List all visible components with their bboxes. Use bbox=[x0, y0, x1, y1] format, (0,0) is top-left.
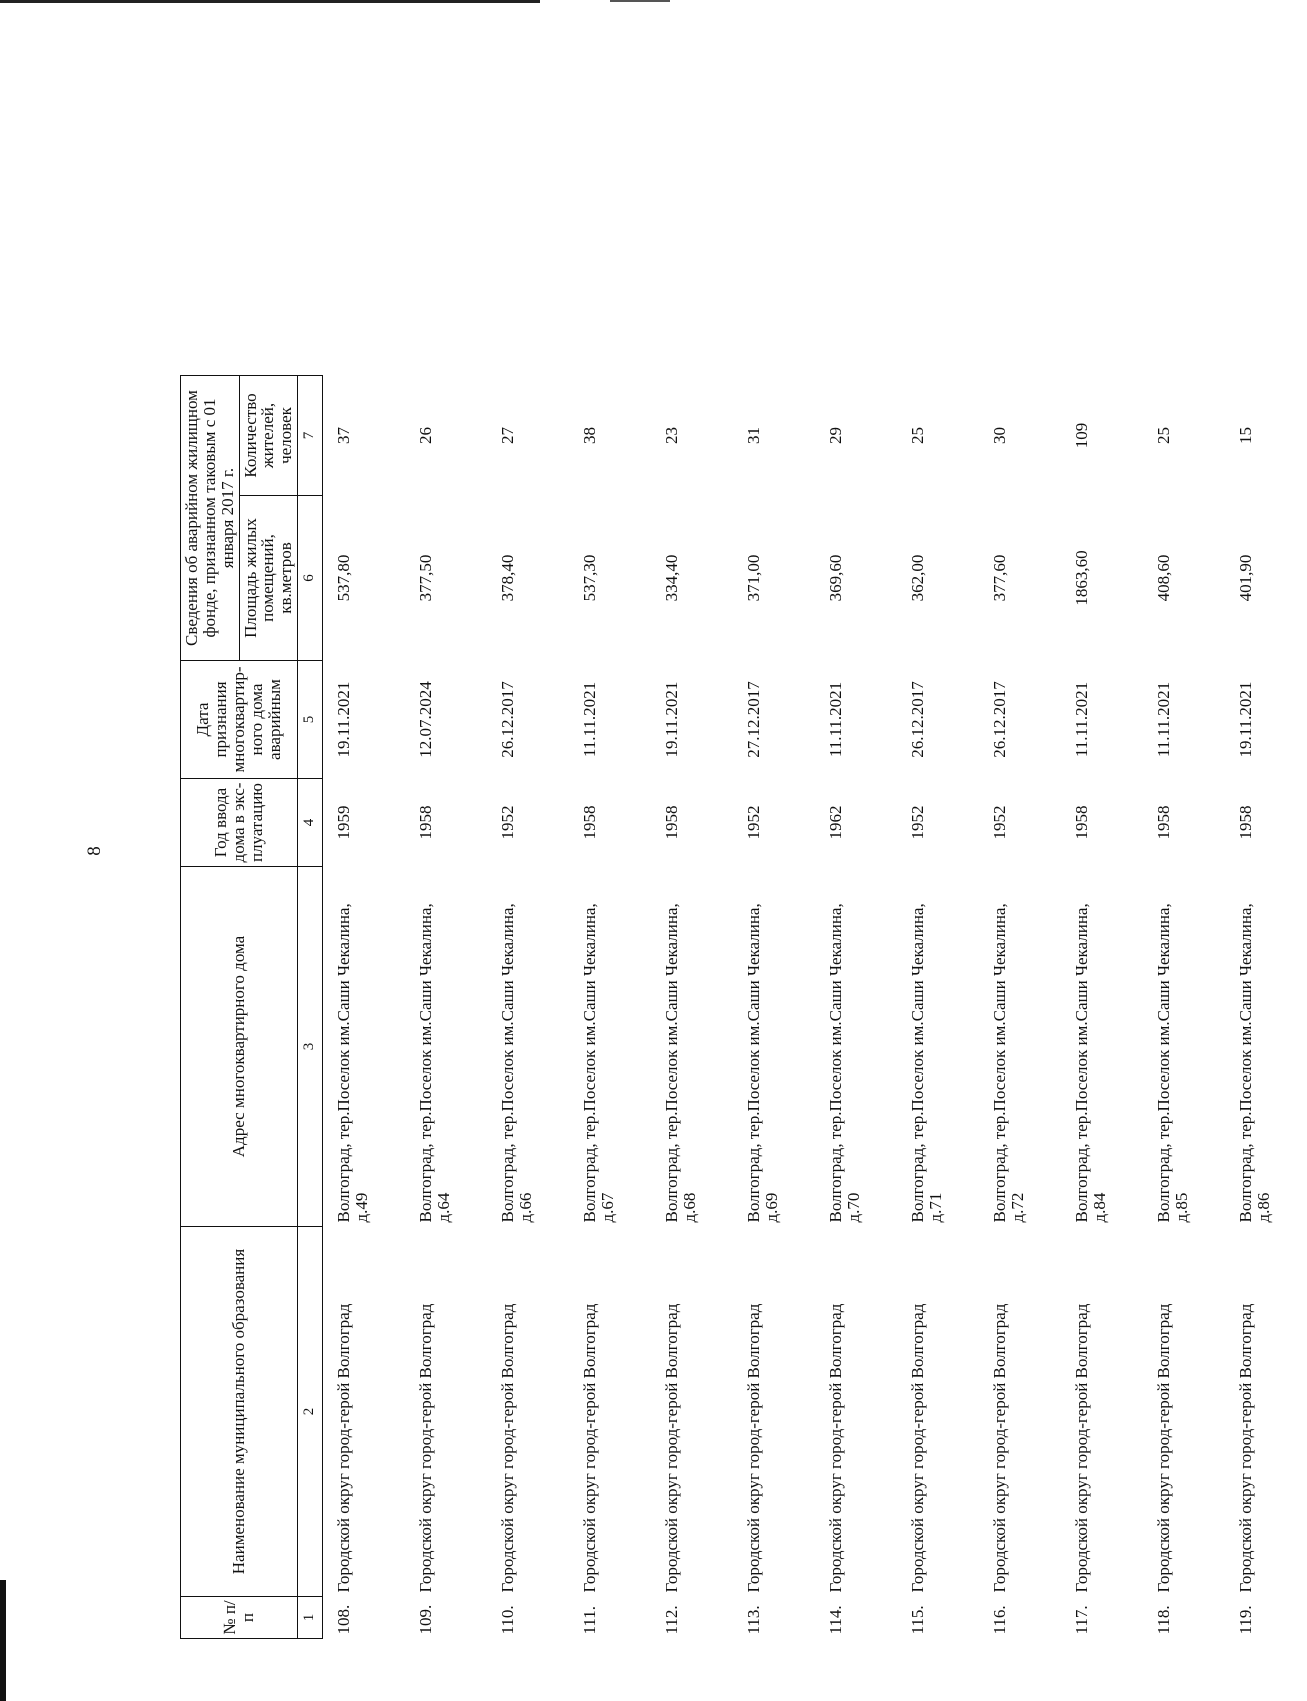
row-number: 109. bbox=[416, 1604, 436, 1635]
column-number: 4 bbox=[298, 779, 323, 867]
commission-year: 1958 bbox=[1236, 805, 1256, 840]
table-row bbox=[1225, 376, 1307, 1639]
commission-year: 1958 bbox=[580, 805, 600, 840]
living-area: 377,50 bbox=[416, 554, 436, 602]
living-area: 1863,60 bbox=[1072, 550, 1092, 606]
commission-year: 1959 bbox=[334, 805, 354, 840]
building-address: Волгоград, тер.Поселок им.Саши Чекалина, д.72 bbox=[990, 903, 1027, 1223]
living-area: 408,60 bbox=[1154, 554, 1174, 602]
row-number: 117. bbox=[1072, 1605, 1092, 1635]
residents-count: 31 bbox=[744, 427, 764, 444]
building-address: Волгоград, тер.Поселок им.Саши Чекалина, д.64 bbox=[416, 903, 453, 1223]
building-address: Волгоград, тер.Поселок им.Саши Чекалина, д.68 bbox=[662, 903, 699, 1223]
building-address: Волгоград, тер.Поселок им.Саши Чекалина, д.66 bbox=[498, 903, 535, 1223]
municipality-name: Городской округ город-герой Волгоград bbox=[744, 1303, 764, 1593]
emergency-date: 11.11.2021 bbox=[580, 681, 600, 758]
row-number: 112. bbox=[662, 1605, 682, 1635]
commission-year: 1958 bbox=[1072, 805, 1092, 840]
table-row bbox=[569, 376, 651, 1639]
emergency-date: 19.11.2021 bbox=[334, 681, 354, 758]
commission-year: 1952 bbox=[498, 805, 518, 840]
living-area: 334,40 bbox=[662, 554, 682, 602]
living-area: 537,30 bbox=[580, 554, 600, 602]
column-number: 1 bbox=[298, 1597, 323, 1639]
residents-count: 38 bbox=[580, 427, 600, 444]
emergency-date: 27.12.2017 bbox=[744, 681, 764, 758]
emergency-date: 11.11.2021 bbox=[826, 681, 846, 758]
commission-year: 1952 bbox=[744, 805, 764, 840]
living-area: 378,40 bbox=[498, 554, 518, 602]
emergency-date: 19.11.2021 bbox=[1236, 681, 1256, 758]
municipality-name: Городской округ город-герой Волгоград bbox=[1154, 1303, 1174, 1593]
column-number: 2 bbox=[298, 1227, 323, 1597]
commission-year: 1962 bbox=[826, 805, 846, 840]
table-row bbox=[1061, 376, 1143, 1639]
building-address: Волгоград, тер.Поселок им.Саши Чекалина, д.71 bbox=[908, 903, 945, 1223]
living-area: 401,90 bbox=[1236, 554, 1256, 602]
building-address: Волгоград, тер.Поселок им.Саши Чекалина, д.67 bbox=[580, 903, 617, 1223]
commission-year: 1952 bbox=[990, 805, 1010, 840]
residents-count: 109 bbox=[1072, 422, 1092, 449]
row-number: 114. bbox=[826, 1605, 846, 1635]
column-number: 3 bbox=[298, 867, 323, 1227]
table-row bbox=[651, 376, 733, 1639]
municipality-name: Городской округ город-герой Волгоград bbox=[1072, 1303, 1092, 1593]
residents-count: 29 bbox=[826, 427, 846, 444]
municipality-name: Городской округ город-герой Волгоград bbox=[990, 1303, 1010, 1593]
column-number: 5 bbox=[298, 661, 323, 779]
table-row bbox=[323, 376, 406, 1639]
header-name: Наименование муниципального образования bbox=[181, 1227, 298, 1597]
emergency-date: 12.07.2024 bbox=[416, 681, 436, 758]
municipality-name: Городской округ город-герой Волгоград bbox=[662, 1303, 682, 1593]
header-info: Сведения об аварийном жилищном фонде, признанном таковым с 01 января 2017 г. bbox=[181, 376, 240, 661]
row-number: 113. bbox=[744, 1605, 764, 1635]
table-row bbox=[733, 376, 815, 1639]
living-area: 369,60 bbox=[826, 554, 846, 602]
building-address: Волгоград, тер.Поселок им.Саши Чекалина, д.84 bbox=[1072, 903, 1109, 1223]
municipality-name: Городской округ город-герой Волгоград bbox=[580, 1303, 600, 1593]
residents-count: 27 bbox=[498, 427, 518, 444]
municipality-name: Городской округ город-герой Волгоград bbox=[498, 1303, 518, 1593]
table-row bbox=[487, 376, 569, 1639]
header-date: Дата признания многоквартир-ного дома аварийным bbox=[181, 661, 298, 779]
residents-count: 15 bbox=[1236, 427, 1256, 444]
residents-count: 26 bbox=[416, 427, 436, 444]
living-area: 371,00 bbox=[744, 554, 764, 602]
emergency-date: 19.11.2021 bbox=[662, 681, 682, 758]
building-address: Волгоград, тер.Поселок им.Саши Чекалина, д.70 bbox=[826, 903, 863, 1223]
living-area: 537,80 bbox=[334, 554, 354, 602]
municipality-name: Городской округ город-герой Волгоград bbox=[416, 1303, 436, 1593]
row-number: 115. bbox=[908, 1605, 928, 1635]
row-number: 119. bbox=[1236, 1605, 1256, 1635]
column-number: 6 bbox=[298, 496, 323, 661]
municipality-name: Городской округ город-герой Волгоград bbox=[1236, 1303, 1256, 1593]
emergency-date: 11.11.2021 bbox=[1154, 681, 1174, 758]
table-row bbox=[897, 376, 979, 1639]
header-year: Год ввода дома в экс-плуатацию bbox=[181, 779, 298, 867]
table-row bbox=[405, 376, 487, 1639]
page-number: 8 bbox=[84, 846, 105, 856]
header-address: Адрес многоквартирного дома bbox=[181, 867, 298, 1227]
row-number: 116. bbox=[990, 1605, 1010, 1635]
row-number: 108. bbox=[334, 1604, 354, 1635]
emergency-housing-table bbox=[180, 375, 1307, 1639]
emergency-date: 11.11.2021 bbox=[1072, 681, 1092, 758]
building-address: Волгоград, тер.Поселок им.Саши Чекалина, д.85 bbox=[1154, 903, 1191, 1223]
emergency-date: 26.12.2017 bbox=[990, 681, 1010, 758]
municipality-name: Городской округ город-герой Волгоград bbox=[908, 1303, 928, 1593]
residents-count: 30 bbox=[990, 427, 1010, 444]
municipality-name: Городской округ город-герой Волгоград bbox=[826, 1303, 846, 1593]
row-number: 111. bbox=[580, 1606, 600, 1635]
building-address: Волгоград, тер.Поселок им.Саши Чекалина, д.86 bbox=[1236, 903, 1273, 1223]
commission-year: 1958 bbox=[416, 805, 436, 840]
header-no: № п/п bbox=[181, 1597, 298, 1639]
residents-count: 37 bbox=[334, 427, 354, 444]
living-area: 362,00 bbox=[908, 554, 928, 602]
row-number: 118. bbox=[1154, 1605, 1174, 1635]
municipality-name: Городской округ город-герой Волгоград bbox=[334, 1303, 354, 1593]
living-area: 377,60 bbox=[990, 554, 1010, 602]
emergency-date: 26.12.2017 bbox=[498, 681, 518, 758]
header-area: Площадь жилых помещений, кв.метров bbox=[239, 496, 298, 661]
table-row bbox=[1143, 376, 1225, 1639]
building-address: Волгоград, тер.Поселок им.Саши Чекалина, д.69 bbox=[744, 903, 781, 1223]
column-number: 7 bbox=[298, 376, 323, 496]
residents-count: 23 bbox=[662, 427, 682, 444]
residents-count: 25 bbox=[908, 427, 928, 444]
row-number: 110. bbox=[498, 1605, 518, 1635]
building-address: Волгоград, тер.Поселок им.Саши Чекалина, д.49 bbox=[334, 903, 371, 1223]
table-row bbox=[979, 376, 1061, 1639]
commission-year: 1952 bbox=[908, 805, 928, 840]
header-people: Количество жителей, человек bbox=[239, 376, 298, 496]
commission-year: 1958 bbox=[662, 805, 682, 840]
emergency-date: 26.12.2017 bbox=[908, 681, 928, 758]
table-row bbox=[815, 376, 897, 1639]
commission-year: 1958 bbox=[1154, 805, 1174, 840]
residents-count: 25 bbox=[1154, 427, 1174, 444]
